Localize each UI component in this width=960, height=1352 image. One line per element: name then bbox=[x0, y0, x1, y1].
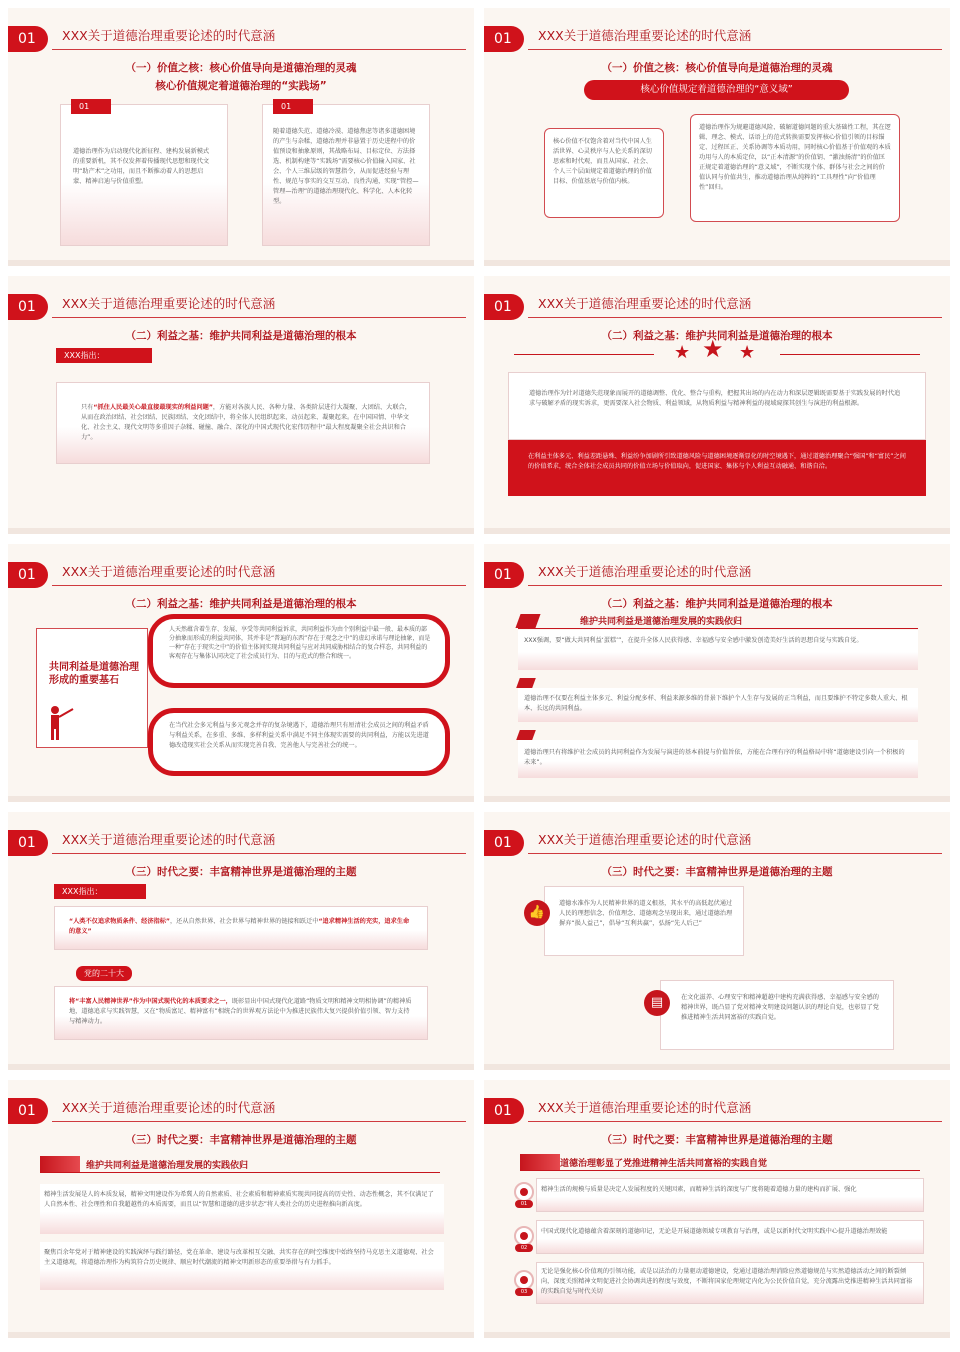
left-card-text: 核心价值不仅饱含着对当代中国人生活世界、心灵秩序与人伦关系的深切思索和时代观，而且从国家、社会、个人三个层面规定着道德治理的价值目标、价值基底与价值内核。 bbox=[553, 138, 652, 185]
card-text: 道德治理作为启动现代化新征程、建构发展新模式的重要新机，其不仅发挥着传播现代思想和现代文明“助产术”之功用，而且不断推动着人的思想启蒙、精神启迪与价值重塑。 bbox=[73, 148, 210, 185]
list-item bbox=[536, 1178, 924, 1212]
quote-box-b bbox=[54, 986, 428, 1040]
divider-left bbox=[514, 354, 654, 355]
item-marker bbox=[514, 1270, 534, 1290]
list-item-text: 中国式现代化道德蕴含着深刻的道德印记，无论是开展道德领域专项教育与治理，或是以新时代文明实践中心提升道德治理效能 bbox=[541, 1228, 888, 1235]
slide-6 bbox=[484, 544, 950, 802]
band-marker bbox=[516, 730, 536, 740]
title-underline bbox=[52, 1121, 466, 1122]
quote-box-a bbox=[54, 906, 428, 950]
slide-title: XXX关于道德治理重要论述的时代意涵 bbox=[62, 296, 276, 311]
subtitle: （三）时代之要：丰富精神世界是道德治理的主题 bbox=[125, 1134, 357, 1146]
thumbs-up-icon: 👍 bbox=[524, 900, 550, 926]
title-underline bbox=[52, 585, 466, 586]
bottom-text: 在利益主体多元、利益差距悬殊、利益纷争加剧所引致道德风险与道德困境逐渐显化的时空境遇下，通过道德治理聚合“强国”和“富民”之间的价值希求，统合全体社会成员共同的价值立场与价值取向，促进国家、集体与个人利益互动融通、和谐自洽。 bbox=[528, 453, 906, 470]
band-marker bbox=[516, 678, 536, 688]
ribbon-accent bbox=[520, 1154, 560, 1170]
text-band-a-text: 精神生活发展是人的本质发展，精神文明建设作为希冀人的自然素质、社会素质和精神素质实现共同提高的历史性、动态性概念，其不仅满足了人自然本性、社会理性和自我超越性的本质需要，而且以“智慧和道德的进步状态”将人类社会的历史进程推向新高度。 bbox=[44, 1191, 434, 1208]
bottom-highlight-box bbox=[508, 440, 926, 496]
section-number: 01 bbox=[484, 562, 524, 588]
star-icon: ★ bbox=[702, 335, 724, 363]
item-number: 03 bbox=[515, 1288, 533, 1296]
ribbon-line bbox=[40, 1172, 440, 1173]
top-text: 道德治理作为针对道德失范现象而展开的道德调整、优化、整合与重构，把握其出场的内在动力和深层逻辑既需要基于实践发展的时代追求与破解矛盾的现实诉求，更需要深入社会物质、利益领域，从物质利益与精神利益的视域窥探其创生与演进的利益根源。 bbox=[529, 390, 901, 407]
slide-title: XXX关于道德治理重要论述的时代意涵 bbox=[62, 564, 276, 579]
quote-box bbox=[56, 382, 430, 464]
right-card bbox=[690, 114, 900, 222]
subtitle: （一）价值之核：核心价值导向是道德治理的灵魂 bbox=[125, 62, 357, 74]
divider-right bbox=[780, 354, 920, 355]
section-number: 01 bbox=[8, 294, 48, 320]
item-number: 01 bbox=[515, 1200, 533, 1208]
text-card-b bbox=[148, 708, 450, 776]
text-card-a bbox=[544, 886, 744, 956]
section-pill: 核心价值规定着道德治理的“意义域” bbox=[584, 80, 849, 100]
text-card-a bbox=[148, 614, 450, 688]
subtitle: （一）价值之核：核心价值导向是道德治理的灵魂 bbox=[601, 62, 833, 74]
right-card-text: 道德治理作为规避道德风险、破解道德问题的重大基础性工程，其在逻辑、理念、模式、话语上的范式转换需要发挥核心价值引领的目标锚定、过程匡正、关系协调等本质功用，同时核心价值基于价值观的本质功用与人的本质定位，以“正本清源”的价值钥、“激浊扬清”的价值匡正规定着道德治理的“意义域”，不断实现个体、群体与社会之间的价值认同与价值共生，推动道德治理从纯粹的“工具理性”向“价值理性”回归。 bbox=[699, 124, 891, 191]
slide-title: XXX关于道德治理重要论述的时代意涵 bbox=[538, 564, 752, 579]
card-a bbox=[60, 104, 228, 246]
left-panel-title: 共同利益是道德治理形成的重要基石 bbox=[49, 662, 139, 686]
list-item bbox=[536, 1220, 924, 1254]
section-number: 01 bbox=[8, 26, 48, 52]
quote-text-a: “人类不仅追求物质条件、经济指标”，还从自然世界、社会世界与精神世界的链接和跃迁中“追求精神生活的充实，追求生命的意义” bbox=[69, 918, 410, 935]
subtitle: （三）时代之要：丰富精神世界是道德治理的主题 bbox=[601, 866, 833, 878]
text-card-b-text: 在文化滋养、心理安宁和精神超越中建构充满获得感、幸福感与安全感的精神世界，既凸显了党对精神文明建设问题认识的理论自觉，也彰显了党推进精神生活共同富裕的实践自觉。 bbox=[681, 994, 879, 1021]
ribbon-line bbox=[518, 628, 918, 629]
slide-title: XXX关于道德治理重要论述的时代意涵 bbox=[538, 1100, 752, 1115]
subtitle: （二）利益之基：维护共同利益是道德治理的根本 bbox=[601, 330, 833, 342]
slide-9 bbox=[8, 1080, 474, 1338]
section-number: 01 bbox=[8, 562, 48, 588]
slide-1 bbox=[8, 8, 474, 266]
section-ribbon: 道德治理彰显了党推进精神生活共同富裕的实践自觉 bbox=[560, 1159, 768, 1169]
presenter-icon bbox=[47, 705, 75, 741]
text-card-a-text: 道德水准作为人民精神世界的道义根基，其水平的高低起伏通过人民的理想信念、价值理念、道德观念呈现出来，通过道德治理摒弃“损人益己”，倡导“互利共赢”，弘扬“先人后己” bbox=[559, 900, 733, 927]
ribbon-accent bbox=[40, 1156, 80, 1172]
text-band-b bbox=[518, 688, 918, 722]
text-band-b-text: 道德治理不仅要在利益主体多元、利益分配多样、利益来源多维的背景下维护个人生存与发展的正当利益，而且要维护不特定多数人重大、根本、长远的共同利益。 bbox=[524, 695, 908, 712]
slide-title: XXX关于道德治理重要论述的时代意涵 bbox=[538, 296, 752, 311]
subtitle: （三）时代之要：丰富精神世界是道德治理的主题 bbox=[601, 1134, 833, 1146]
subtitle: （二）利益之基：维护共同利益是道德治理的根本 bbox=[601, 598, 833, 610]
text-card-b bbox=[660, 980, 894, 1050]
ribbon-accent bbox=[515, 614, 540, 628]
star-icon: ★ bbox=[674, 342, 691, 363]
text-band-b bbox=[40, 1242, 444, 1290]
section-number: 01 bbox=[484, 830, 524, 856]
document-icon: ▤ bbox=[644, 990, 670, 1016]
text-card-b-text: 在当代社会多元利益与多元观念并存的复杂境遇下，道德治理只有厘清社会成员之间的利益矛盾与利益关系，在多重、多维、多样利益关系中满足不同主体现实需要的共同利益，方能以先进道德改造现实社会关系从而实现完善自我、完善他人与完善社会的统一。 bbox=[169, 722, 429, 749]
text-band-c-text: 道德治理只有将维护社会成员的共同利益作为发展与演进的基本前提与价值旨依，方能在合理有序的利益格局中将“道德建设引向一个积极的未来”。 bbox=[524, 749, 905, 766]
section-number: 01 bbox=[484, 1098, 524, 1124]
slide-title: XXX关于道德治理重要论述的时代意涵 bbox=[538, 28, 752, 43]
title-underline bbox=[52, 49, 466, 50]
section-ribbon: 维护共同利益是道德治理发展的实践依归 bbox=[86, 1161, 249, 1171]
subtitle: （三）时代之要：丰富精神世界是道德治理的主题 bbox=[125, 866, 357, 878]
quote-tag: XXX指出： bbox=[56, 348, 152, 363]
list-item-text: 精神生活的规模与质量是决定人发展程度的关键因素，而精神生活的深度与广度将随着道德力量的建构而扩展、强化 bbox=[541, 1186, 857, 1193]
section-ribbon: 维护共同利益是道德治理发展的实践依归 bbox=[580, 617, 743, 627]
section-number: 01 bbox=[8, 830, 48, 856]
title-underline bbox=[528, 317, 942, 318]
congress-tag: 党的二十大 bbox=[76, 966, 132, 981]
card-text: 随着道德失范、道德冷漠、道德焦虑等诸多道德困境的产生与杂糅，道德治理并非悬置于历史进程中的价值预设和抽象原则，其战略布局、目标定位、方法择选、机制构建等“实践场”需要核心价值输入国家、社会、个人三维层级的智慧指令，从而促进经验与理性、规范与事实的交互互动、良性沟通，实现“管控—管理—治理”的道德治理现代化、科学化、人本化转型。 bbox=[273, 128, 419, 205]
subtitle: （二）利益之基：维护共同利益是道德治理的根本 bbox=[125, 598, 357, 610]
subtitle: （二）利益之基：维护共同利益是道德治理的根本 bbox=[125, 330, 357, 342]
card-b bbox=[262, 104, 430, 246]
quote-text-b: 将“丰富人民精神世界”作为中国式现代化的本质要求之一，既彰显出中国式现代化道路“物质文明和精神文明相协调”的精神质地，道德追求与实践智慧，又在“物质富足、精神富有”相统合的世界观方法论中为推进民族伟大复兴提供价值引领、智力支持与精神动力。 bbox=[69, 998, 412, 1025]
slide-title: XXX关于道德治理重要论述的时代意涵 bbox=[62, 832, 276, 847]
text-band-a bbox=[518, 630, 918, 670]
left-card bbox=[544, 128, 664, 218]
section-number: 01 bbox=[8, 1098, 48, 1124]
section-number: 01 bbox=[484, 294, 524, 320]
slide-3 bbox=[8, 276, 474, 534]
title-underline bbox=[528, 585, 942, 586]
card-number: 01 bbox=[273, 99, 313, 114]
list-item-text: 无论是强化核心价值观的引领功能，或是以法治的力量驱动道德建设，党通过道德治理消除应然道德规范与实然道德活动之间的断裂倾向，深度关照精神文明促进社会协调共进的程度与效度，不断将国家伦理规定内化为公民价值自觉，充分流露出党推进精神生活共同富裕的实践自觉与时代关切 bbox=[541, 1268, 913, 1295]
slide-7 bbox=[8, 812, 474, 1070]
slide-title: XXX关于道德治理重要论述的时代意涵 bbox=[62, 1100, 276, 1115]
slide-2 bbox=[484, 8, 950, 266]
slide-5 bbox=[8, 544, 474, 802]
slide-8 bbox=[484, 812, 950, 1070]
item-marker bbox=[514, 1226, 534, 1246]
title-underline bbox=[528, 49, 942, 50]
quote-text: 只有“抓住人民最关心最直接最现实的利益问题”，方能对各族人民、各种力量、各类阶层进行大凝聚、大团结、大联合，从而在政治团结、社会团结、民族团结、文化团结中，将全体人民组织起来、动员起来、凝聚起来。在中国国情、中华文化、社会主义、现代文明等多重因子杂糅、碰撞、融合、深化的中国式现代化宏伟历程中“最大程度凝聚全社会共识和合力”。 bbox=[81, 404, 411, 441]
title-underline bbox=[528, 853, 942, 854]
slide-10 bbox=[484, 1080, 950, 1338]
item-number: 02 bbox=[515, 1244, 533, 1252]
left-panel bbox=[36, 628, 148, 748]
list-item bbox=[536, 1262, 924, 1304]
text-card-a-text: 人天然蕴含着生存、发展、享受等共同利益诉求，共同利益作为由个别利益中最一般、最本质的部分抽象而形成的利益共同体，其并非是“普遍的东西”存在于观念之中”的虚幻承诺与理论抽象，而是一种“存在于现实之中”的价值主体间实现共同利益与应对共同威胁相结合的复合样态，共同利益的客观存在与集体认同决定了社会成员行为、目的与范式的整合和统一。 bbox=[169, 626, 431, 660]
title-underline bbox=[52, 853, 466, 854]
title-underline bbox=[528, 1121, 942, 1122]
slide-4 bbox=[484, 276, 950, 534]
quote-tag: XXX指出： bbox=[54, 884, 146, 899]
top-text-box bbox=[508, 372, 926, 440]
slide-title: XXX关于道德治理重要论述的时代意涵 bbox=[538, 832, 752, 847]
section-heading: 核心价值规定着道德治理的“实践场” bbox=[155, 80, 327, 92]
text-band-a-text: XXX强调，要“做大共同利益‘蛋糕’”，在提升全体人民获得感、幸福感与安全感中激发创造美好生活的思想自觉与实践自觉。 bbox=[524, 637, 863, 644]
title-underline bbox=[52, 317, 466, 318]
text-band-a bbox=[40, 1184, 444, 1234]
text-band-b-text: 聚焦百余年党对于精神建设的实践演绎与践行路径，党在革命、建设与改革相互交融、共实存在的时空维度中始终坚持马克思主义道德观、社会主义道德观，将道德治理作为构筑符合历史规律、顺应时代潮流的精神文明新形态的重要举措与有力抓手。 bbox=[44, 1249, 434, 1266]
text-band-c bbox=[518, 740, 918, 778]
slide-title: XXX关于道德治理重要论述的时代意涵 bbox=[62, 28, 276, 43]
card-number: 01 bbox=[71, 99, 111, 114]
item-marker bbox=[514, 1182, 534, 1202]
ribbon-line bbox=[520, 1170, 920, 1171]
star-icon: ★ bbox=[739, 342, 756, 363]
section-number: 01 bbox=[484, 26, 524, 52]
